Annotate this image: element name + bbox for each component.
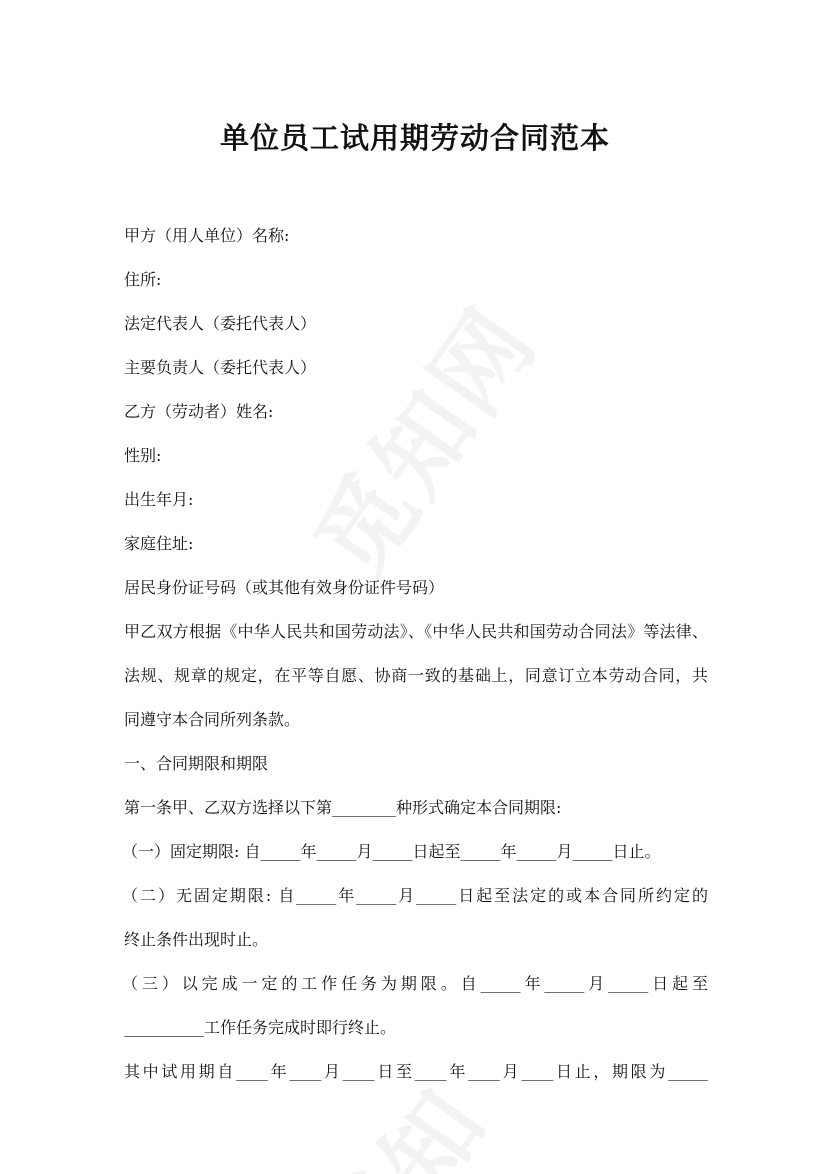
probation-period-line: 其中试用期自____年____月____日至____年____月____日止，期限为_____ (124, 1062, 708, 1081)
option-open-term-line-1: （二）无固定期限: 自_____年_____月_____日起至法定的或本合同所约定的 (122, 886, 708, 905)
party-a-address-line: 住所: (124, 270, 162, 289)
preamble-line-1: 甲乙双方根据《中华人民共和国劳动法》、《中华人民共和国劳动合同法》等法律、 (124, 622, 708, 641)
party-b-name-line: 乙方（劳动者）姓名: (124, 402, 274, 421)
option-open-term-line-2: 终止条件出现时止。 (124, 930, 269, 949)
principal-line: 主要负责人（委托代表人） (124, 358, 317, 377)
option-task-term-line-1: （三）以完成一定的工作任务为期限。自_____年_____月_____日起至 (122, 974, 708, 993)
party-a-name-line: 甲方（用人单位）名称: (124, 226, 290, 245)
article-1-line: 第一条甲、乙双方选择以下第________种形式确定本合同期限: (124, 798, 562, 817)
option-fixed-term-line: （一）固定期限: 自_____年_____月_____日起至_____年_____月_____日止。 (122, 842, 661, 861)
gender-line: 性别: (124, 446, 162, 465)
preamble-line-3: 同遵守本合同所列条款。 (124, 710, 301, 729)
section-heading-term: 一、合同期限和期限 (124, 754, 269, 773)
document-body (124, 214, 708, 1094)
option-task-term-line-2: __________工作任务完成时即行终止。 (124, 1018, 397, 1037)
birth-date-line: 出生年月: (124, 490, 194, 509)
preamble-line-2: 法规、规章的规定，在平等自愿、协商一致的基础上，同意订立本劳动合同，共 (124, 666, 708, 685)
home-address-line: 家庭住址: (124, 534, 194, 553)
id-number-line: 居民身份证号码（或其他有效身份证件号码） (124, 578, 445, 597)
document-title: 单位员工试用期劳动合同范本 (219, 121, 610, 155)
legal-representative-line: 法定代表人（委托代表人） (124, 314, 317, 333)
